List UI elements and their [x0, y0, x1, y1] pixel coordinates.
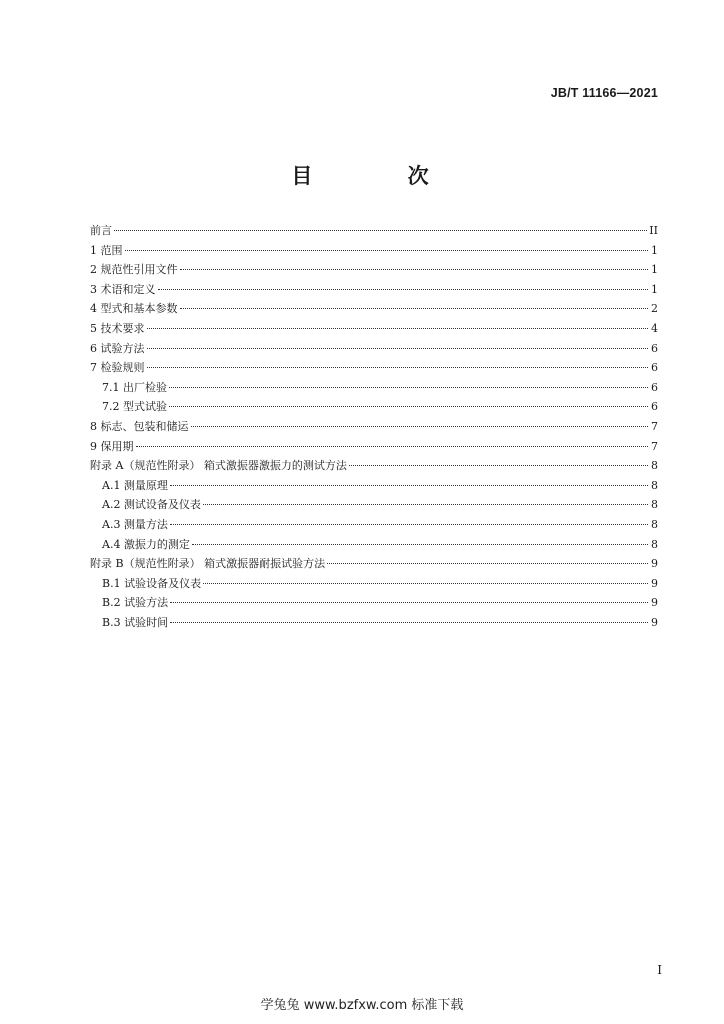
toc-entry[interactable]: [90, 241, 658, 261]
toc-leader-dots: [169, 406, 648, 407]
toc-entry[interactable]: [90, 280, 658, 300]
toc-entry[interactable]: [90, 378, 658, 398]
toc-entry-label: 7 检验规则: [90, 361, 145, 375]
toc-entry-label: 5 技术要求: [90, 321, 145, 335]
toc-entry-label: B.3 试验时间: [102, 615, 169, 629]
toc-entry-page: 8: [651, 537, 658, 551]
toc-entry[interactable]: [90, 260, 658, 280]
toc-leader-dots: [147, 367, 649, 368]
toc-leader-dots: [147, 328, 649, 329]
toc-entry[interactable]: [90, 397, 658, 417]
toc-entry-page: 8: [651, 498, 658, 512]
toc-entry-label: 8 标志、包装和储运: [90, 419, 189, 433]
toc-leader-dots: [180, 269, 649, 270]
toc-entry-label: 6 试验方法: [90, 341, 145, 355]
toc-entry[interactable]: [90, 476, 658, 496]
toc-entry[interactable]: [90, 437, 658, 457]
toc-entry-label: A.4 激振力的测定: [102, 537, 190, 551]
toc-entry-page: 8: [651, 517, 658, 531]
toc-entry-label: 7.2 型式试验: [102, 400, 167, 414]
toc-entry-label: A.1 测量原理: [102, 478, 168, 492]
toc-entry-page: 6: [651, 380, 658, 394]
toc-leader-dots: [349, 465, 648, 466]
page-number: I: [657, 963, 662, 977]
toc-entry-page: 6: [651, 341, 658, 355]
toc-entry-page: 1: [651, 263, 658, 277]
toc-leader-dots: [170, 485, 648, 486]
toc-entry[interactable]: [90, 574, 658, 594]
toc-entry[interactable]: [90, 554, 658, 574]
toc-entry-label: 9 保用期: [90, 439, 134, 453]
toc-leader-dots: [147, 348, 649, 349]
toc-entry-label: 7.1 出厂检验: [102, 380, 167, 394]
toc-leader-dots: [203, 583, 648, 584]
toc-entry-label: 附录 B（规范性附录） 箱式激振器耐振试验方法: [90, 557, 326, 571]
toc-leader-dots: [191, 426, 649, 427]
toc-entry[interactable]: [90, 319, 658, 339]
toc-entry-page: 6: [651, 400, 658, 414]
toc-leader-dots: [170, 622, 648, 623]
toc-leader-dots: [170, 524, 648, 525]
toc-entry-label: 1 范围: [90, 243, 123, 257]
toc-leader-dots: [180, 308, 649, 309]
toc-leader-dots: [125, 250, 649, 251]
standard-code: JB/T 11166—2021: [550, 86, 658, 100]
toc-entry[interactable]: [90, 221, 658, 241]
toc-entry-label: 4 型式和基本参数: [90, 302, 178, 316]
toc-entry[interactable]: [90, 613, 658, 633]
toc-entry-label: B.2 试验方法: [102, 596, 169, 610]
toc-entry-label: 3 术语和定义: [90, 282, 156, 296]
toc-title: 目 次: [291, 163, 459, 188]
toc-entry-page: 1: [651, 243, 658, 257]
toc-leader-dots: [169, 387, 648, 388]
toc-leader-dots: [114, 230, 647, 231]
table-of-contents: [90, 221, 658, 632]
toc-leader-dots: [327, 563, 648, 564]
toc-entry-page: 9: [651, 576, 658, 590]
toc-entry-page: 2: [651, 302, 658, 316]
toc-entry-page: 8: [651, 478, 658, 492]
toc-entry[interactable]: [90, 417, 658, 437]
toc-entry-page: 6: [651, 361, 658, 375]
toc-entry-page: 4: [651, 321, 658, 335]
toc-entry[interactable]: [90, 593, 658, 613]
toc-entry-label: A.3 测量方法: [102, 517, 168, 531]
toc-leader-dots: [136, 446, 649, 447]
toc-entry[interactable]: [90, 495, 658, 515]
toc-entry-label: 附录 A（规范性附录） 箱式激振器激振力的测试方法: [90, 459, 347, 473]
toc-entry[interactable]: [90, 535, 658, 555]
toc-entry-page: 1: [651, 282, 658, 296]
toc-leader-dots: [192, 544, 648, 545]
toc-entry[interactable]: [90, 515, 658, 535]
footer-watermark: 学兔兔 www.bzfxw.com 标准下载: [260, 998, 464, 1013]
toc-leader-dots: [203, 504, 648, 505]
toc-leader-dots: [170, 602, 648, 603]
toc-entry-label: 2 规范性引用文件: [90, 263, 178, 277]
toc-entry[interactable]: [90, 339, 658, 359]
toc-entry[interactable]: [90, 299, 658, 319]
toc-entry[interactable]: [90, 456, 658, 476]
toc-entry[interactable]: [90, 358, 658, 378]
toc-entry-page: 9: [651, 596, 658, 610]
toc-entry-label: A.2 测试设备及仪表: [102, 498, 201, 512]
toc-entry-page: 7: [651, 419, 658, 433]
toc-entry-page: II: [649, 224, 658, 237]
toc-leader-dots: [158, 289, 649, 290]
toc-entry-label: 前言: [90, 224, 112, 237]
toc-entry-page: 9: [651, 615, 658, 629]
toc-entry-page: 8: [651, 459, 658, 473]
toc-entry-label: B.1 试验设备及仪表: [102, 576, 202, 590]
toc-entry-page: 9: [651, 557, 658, 571]
toc-entry-page: 7: [651, 439, 658, 453]
